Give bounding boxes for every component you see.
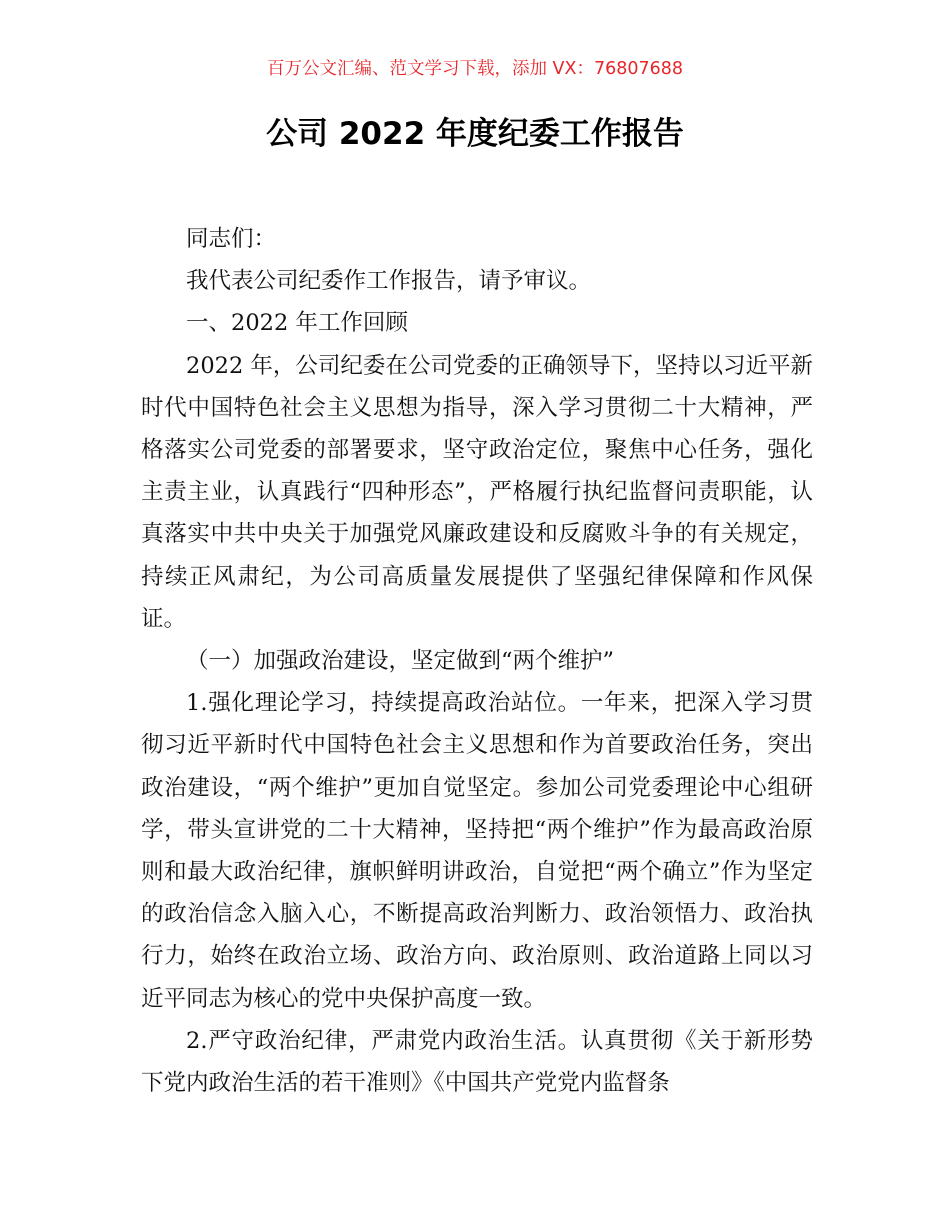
- salutation: 同志们：: [186, 226, 277, 252]
- document-body: [141, 218, 813, 1104]
- overview-paragraph: 2022 年，公司纪委在公司党委的正确领导下，坚持以习近平新时代中国特色社会主义思想为指导，深入学习贯彻二十大精神，严格落实公司党委的部署要求，坚守政治定位，聚焦中心任务，强化主责主业，认真践行“四种形态”，严格履行执纪监督问责职能，认真落实中共中央关于加强党风廉政建设和反腐败斗争的有关规定，持续正风肃纪，为公司高质量发展提供了坚强纪律保障和作风保证。: [141, 352, 813, 632]
- document-title: 公司 2022 年度纪委工作报告: [266, 116, 684, 152]
- section-heading: 一、2022 年工作回顾: [186, 310, 408, 337]
- promo-banner: 百万公文汇编、范文学习下载，添加 VX：76807688: [266, 59, 684, 79]
- subsection-heading: （一）加强政治建设，坚定做到“两个维护”: [186, 648, 615, 675]
- item-paragraph: 2.严守政治纪律，严肃党内政治生活。认真贯彻《关于新形势下党内政治生活的若干准则》《中国共产党党内监督条: [141, 1027, 813, 1097]
- item-paragraph: 1.强化理论学习，持续提高政治站位。一年来，把深入学习贯彻习近平新时代中国特色社会主义思想和作为首要政治任务，突出政治建设，“两个维护”更加自觉坚定。参加公司党委理论中心组研学，带头宣讲党的二十大精神，坚持把“两个维护”作为最高政治原则和最大政治纪律，旗帜鲜明讲政治，自觉把“两个确立”作为坚定的政治信念入脑入心，不断提高政治判断力、政治领悟力、政治执行力，始终在政治立场、政治方向、政治原则、政治道路上同以习近平同志为核心的党中央保护高度一致。: [141, 690, 813, 1012]
- intro-paragraph: 我代表公司纪委作工作报告，请予审议。: [186, 268, 592, 295]
